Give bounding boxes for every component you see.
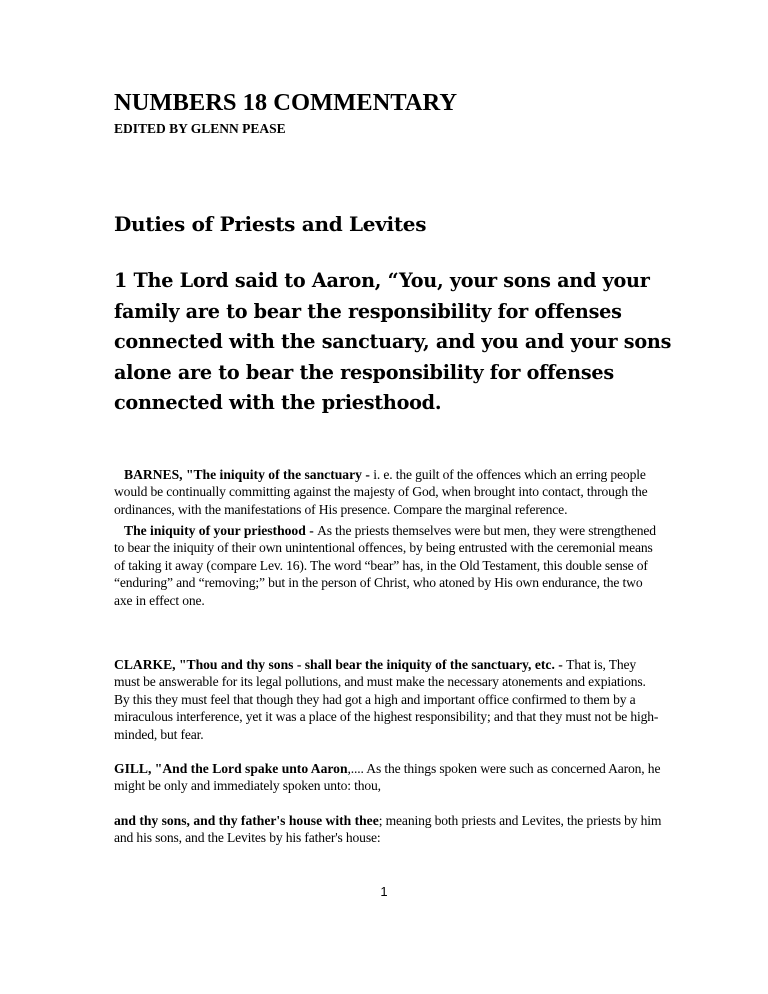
barnes-lead: BARNES, "The iniquity of the sanctuary -: [124, 467, 374, 482]
clarke-text: That is, They must be answerable for its legal pollutions, and must make the necessary atonements and expiations. By this they must feel that though they had got a high and important office confirmed to them by a miraculous interference, yet it was a place of the highest responsibility; and that they must not be high-minded, but fear.: [114, 657, 659, 742]
barnes-2-text: As the priests themselves were but men, they were strengthened to bear the iniquity of their own unintentional offences, by being entrusted with the ceremonial means of taking it away (compare Lev. 16). The word “bear” has, in the Old Testament, this double sense of “enduring” and “removing;” but in the person of Christ, who atoned by His own endurance, the two axe in effect one.: [114, 523, 656, 608]
barnes-comment-continued: [114, 522, 662, 609]
barnes-comment: [114, 466, 662, 518]
gill-2-lead: and thy sons, and thy father's house with thee: [114, 813, 379, 828]
document-title: NUMBERS 18 COMMENTARY: [114, 89, 458, 116]
gill-text: ,.... As the things spoken were such as concerned Aaron, he might be only and immediately spoken unto: thou,: [114, 761, 661, 794]
gill-2-text: ; meaning both priests and Levites, the priests by him and his sons, and the Levites by his father's house:: [114, 813, 662, 846]
section-heading: Duties of Priests and Levites: [114, 212, 427, 236]
clarke-comment: [114, 656, 662, 743]
gill-comment-continued: [114, 812, 662, 847]
verse-text: 1 The Lord said to Aaron, “You, your sons and your family are to bear the responsibility for offenses connected with the sanctuary, and you and your sons alone are to bear the responsibility for offenses connected with the priesthood.: [114, 269, 672, 414]
barnes-text: i. e. the guilt of the offences which an erring people would be continually committing against the majesty of God, when brought into contact, through the ordinances, with the manifestations of His presence. Compare the marginal reference.: [114, 467, 648, 517]
gill-comment: [114, 760, 662, 795]
gill-lead: GILL, "And the Lord spake unto Aaron: [114, 761, 348, 776]
clarke-lead: CLARKE, "Thou and thy sons - shall bear the iniquity of the sanctuary, etc. -: [114, 657, 567, 672]
page-number: 1: [380, 884, 388, 899]
editor-line: EDITED BY GLENN PEASE: [114, 121, 286, 136]
barnes-2-lead: The iniquity of your priesthood -: [124, 523, 318, 538]
